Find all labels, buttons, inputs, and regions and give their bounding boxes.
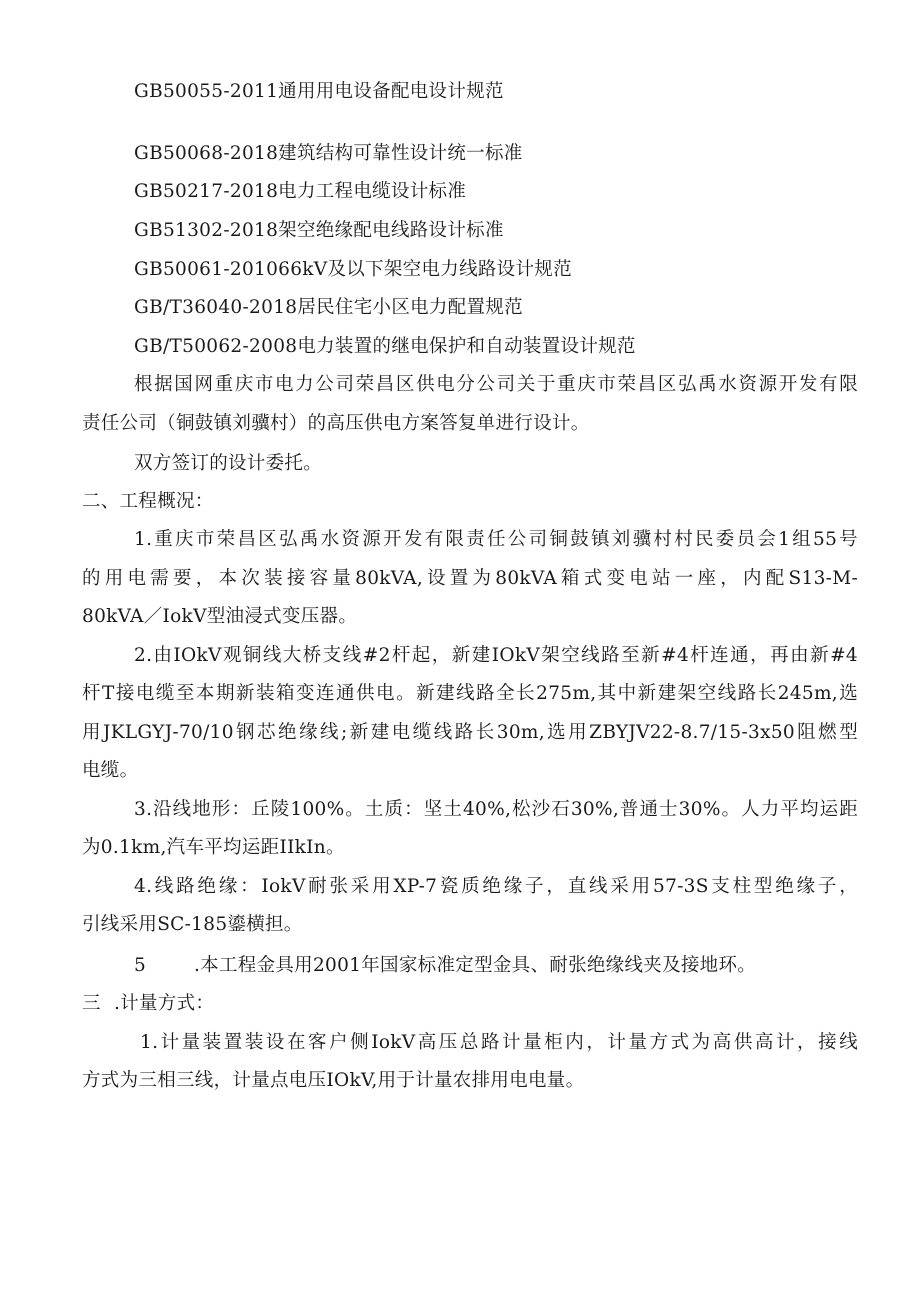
standard-item: GB51302-2018架空绝缘配电线路设计标准	[134, 220, 504, 241]
item2-line: 电缆。	[82, 760, 139, 781]
standard-item: GB50061-201066kV及以下架空电力线路设计规范	[134, 259, 572, 280]
standard-item: GB50068-2018建筑结构可靠性设计统一标准	[134, 143, 523, 164]
item2-line: 用JKLGYJ-70/10钢芯绝缘线;新建电缆线路长30m,选用ZBYJV22-8.7/15-3x50阻燃型	[82, 722, 858, 743]
section-heading-number: 三	[82, 993, 101, 1014]
item4-line: 4.线路绝缘：IokV耐张采用XP-7瓷质绝缘子，直线采用57-3S支柱型绝缘子，	[134, 876, 858, 897]
item2-line: 2.由IOkV观铜线大桥支线#2杆起，新建IOkV架空线路至新#4杆连通，再由新#4	[134, 645, 858, 666]
item3-line: 为0.1km,汽车平均运距IIkIn。	[82, 837, 345, 858]
item5-text: .本工程金具用2001年国家标准定型金具、耐张绝缘线夹及接地环。	[194, 955, 757, 976]
item2-line: 杆T接电缆至本期新装箱变连通供电。新建线路全长275m,其中新建架空线路长245m,选	[82, 683, 858, 704]
item1-line: 1.重庆市荣昌区弘禹水资源开发有限责任公司铜鼓镇刘骥村村民委员会1组55号	[134, 529, 858, 550]
standard-item: GB/T50062-2008电力装置的继电保护和自动装置设计规范	[134, 336, 636, 357]
basis-paragraph-line: 责任公司（铜鼓镇刘骥村）的高压供电方案答复单进行设计。	[82, 413, 590, 434]
item3-line: 3.沿线地形：丘陵100%。土质：坚土40%,松沙石30%,普通士30%。人力平均运距	[134, 799, 858, 820]
standard-item: GB/T36040-2018居民住宅小区电力配置规范	[134, 297, 523, 318]
metering-line: 方式为三相三线，计量点电压IOkV,用于计量农排用电电量。	[82, 1070, 585, 1091]
basis-paragraph-line: 根据国网重庆市电力公司荣昌区供电分公司关于重庆市荣昌区弘禹水资源开发有限	[134, 374, 858, 395]
standard-item: GB50055-2011通用用电设备配电设计规范	[134, 81, 504, 102]
item1-line: 80kVA／IokV型油浸式变压器。	[82, 606, 358, 627]
standard-item: GB50217-2018电力工程电缆设计标准	[134, 181, 467, 202]
section-heading: 二、工程概况：	[82, 491, 214, 512]
basis-paragraph-line: 双方签订的设计委托。	[134, 453, 323, 474]
item4-line: 引线采用SC-185鎏横担。	[82, 914, 303, 935]
item5-number: 5	[134, 955, 147, 976]
section-heading: .计量方式：	[114, 993, 215, 1014]
item1-line: 的用电需要，本次装接容量80kVA,设置为80kVA箱式变电站一座，内配S13-M-	[82, 568, 858, 589]
metering-line: 1.计量装置装设在客户侧IokV高压总路计量柜内，计量方式为高供高计，接线	[140, 1032, 858, 1053]
